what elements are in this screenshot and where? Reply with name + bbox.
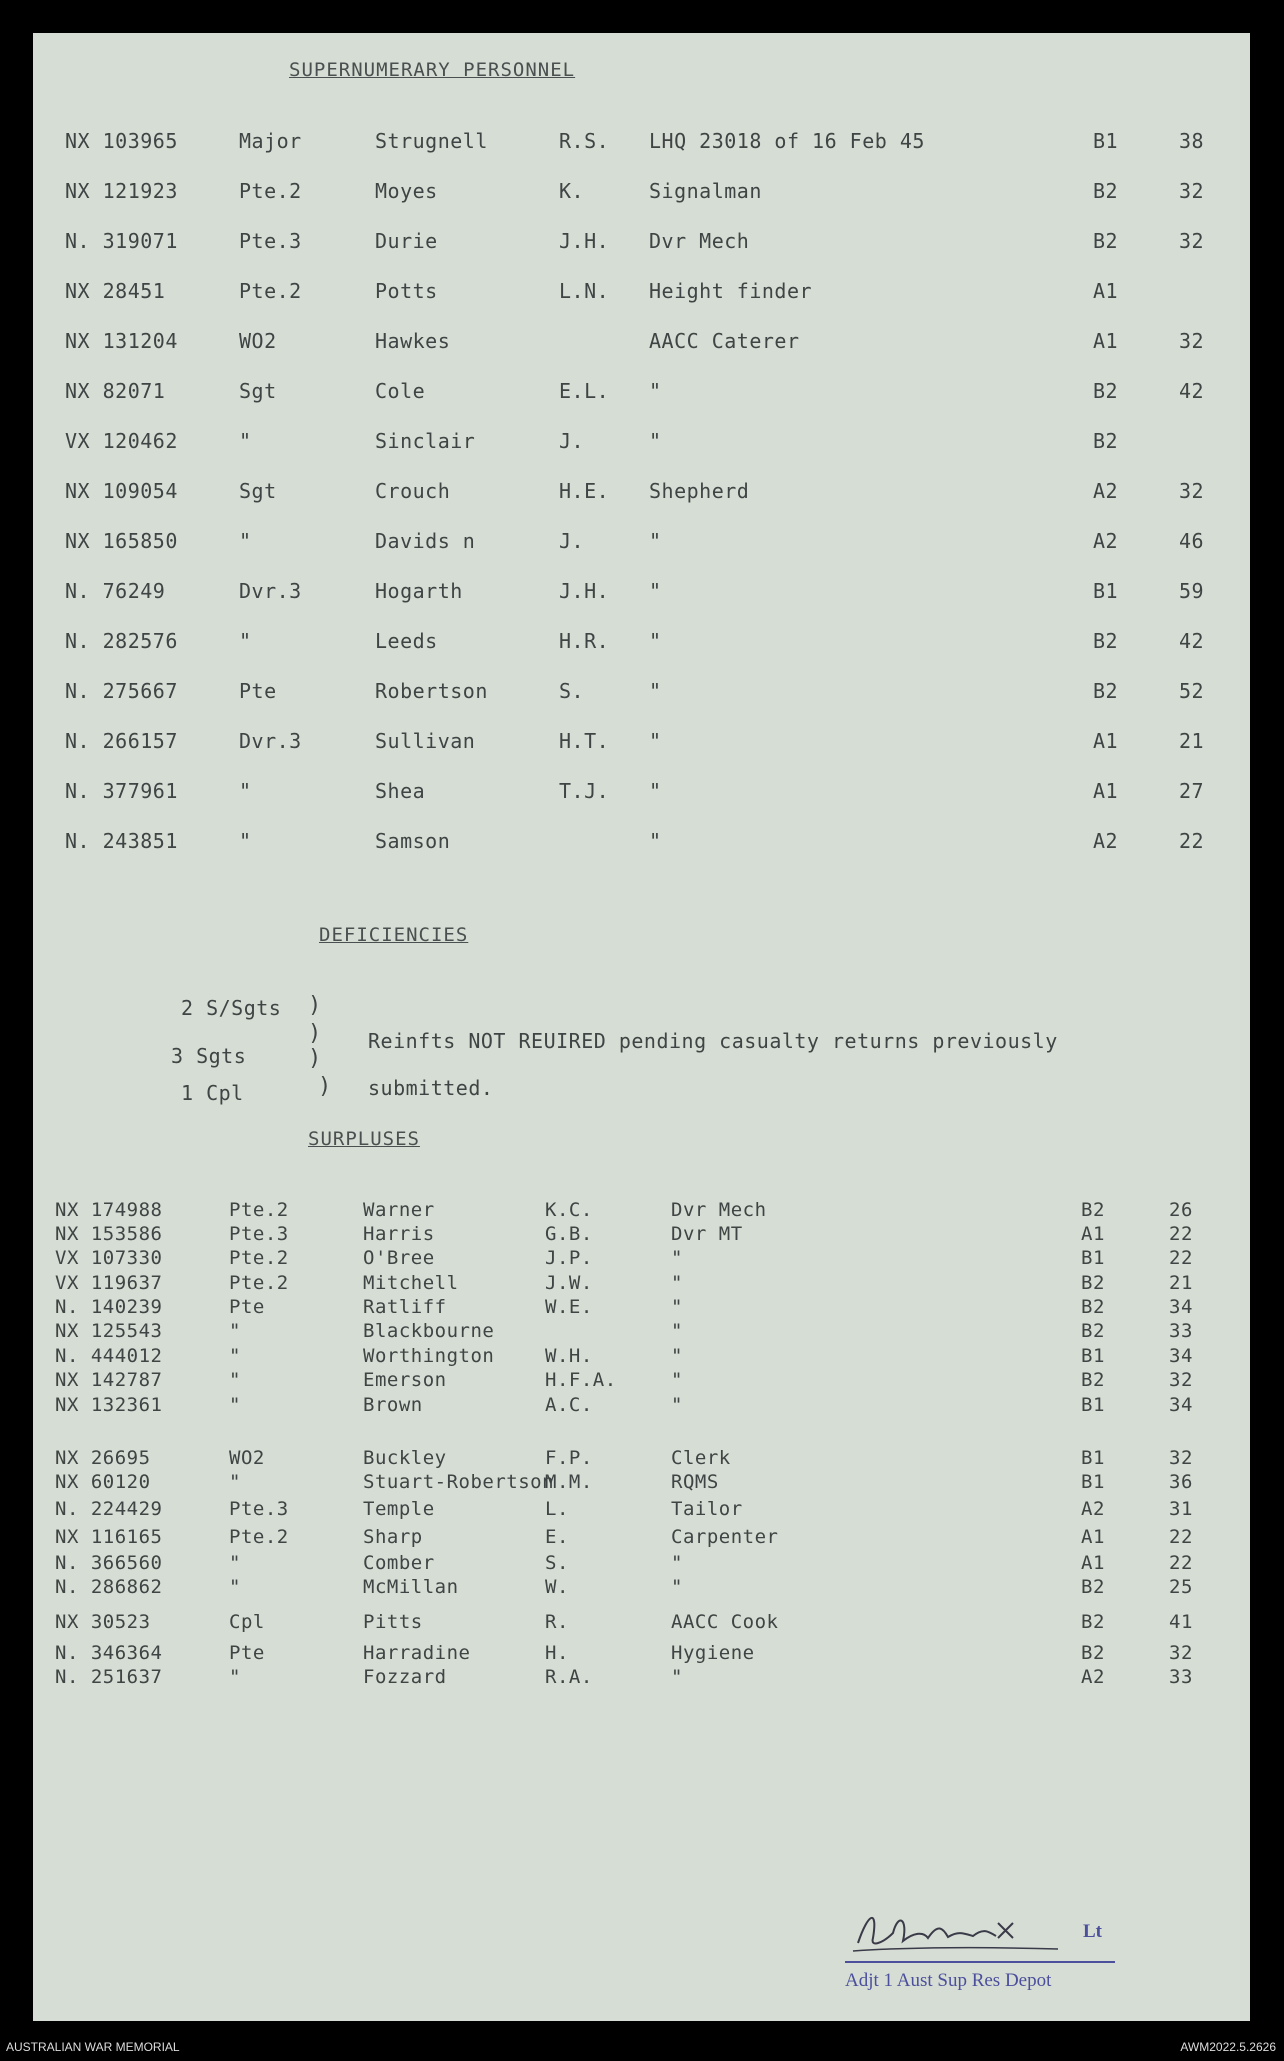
cell-init: J.	[559, 529, 585, 553]
cell-init: L.	[545, 1498, 569, 1520]
cell-trade: "	[671, 1369, 683, 1391]
cell-name: Comber	[363, 1552, 435, 1574]
cell-name: Sharp	[363, 1526, 423, 1548]
cell-cls: B2	[1093, 629, 1119, 653]
cell-no: NX 28451	[65, 279, 166, 303]
stamp-rule	[845, 1961, 1115, 1963]
cell-trade: "	[671, 1552, 683, 1574]
cell-name: Ratliff	[363, 1296, 447, 1318]
cell-trade: LHQ 23018 of 16 Feb 45	[649, 129, 925, 153]
cell-rank: Cpl	[229, 1611, 265, 1633]
deficiencies-heading: DEFICIENCIES	[319, 924, 469, 946]
cell-trade: AACC Cook	[671, 1611, 779, 1633]
cell-rank: Pte.2	[239, 279, 302, 303]
brace-mark: )	[318, 1074, 332, 1099]
cell-rank: Pte.3	[239, 229, 302, 253]
cell-cls: A2	[1081, 1666, 1105, 1688]
cell-cls: B2	[1081, 1296, 1105, 1318]
cell-cls: B2	[1081, 1272, 1105, 1294]
cell-trade: "	[649, 379, 662, 403]
cell-age: 41	[1169, 1611, 1193, 1633]
cell-age: 33	[1169, 1666, 1193, 1688]
surpluses-heading: SURPLUSES	[308, 1128, 420, 1150]
cell-cls: B2	[1093, 679, 1119, 703]
cell-rank: "	[239, 429, 252, 453]
cell-name: Crouch	[375, 479, 451, 503]
cell-init: K.C.	[545, 1199, 593, 1221]
cell-rank: Pte	[239, 679, 277, 703]
cell-rank: "	[229, 1369, 241, 1391]
cell-init: E.	[545, 1526, 569, 1548]
cell-name: Sullivan	[375, 729, 476, 753]
cell-cls: A2	[1081, 1498, 1105, 1520]
cell-age: 32	[1179, 479, 1205, 503]
cell-init: K.	[559, 179, 585, 203]
cell-no: NX 26695	[55, 1447, 151, 1469]
cell-init: R.A.	[545, 1666, 593, 1688]
cell-name: Warner	[363, 1199, 435, 1221]
cell-cls: B1	[1081, 1447, 1105, 1469]
cell-trade: "	[649, 679, 662, 703]
cell-name: Buckley	[363, 1447, 447, 1469]
cell-name: O'Bree	[363, 1247, 435, 1269]
cell-rank: "	[229, 1345, 241, 1367]
cell-trade: Hygiene	[671, 1642, 755, 1664]
cell-trade: Carpenter	[671, 1526, 779, 1548]
cell-age: 46	[1179, 529, 1205, 553]
cell-age: 52	[1179, 679, 1205, 703]
cell-age: 21	[1169, 1272, 1193, 1294]
cell-age: 38	[1179, 129, 1205, 153]
cell-name: Hogarth	[375, 579, 463, 603]
cell-name: Samson	[375, 829, 451, 853]
cell-init: W.	[545, 1576, 569, 1598]
cell-init: S.	[545, 1552, 569, 1574]
cell-cls: A1	[1093, 279, 1119, 303]
cell-name: Robertson	[375, 679, 488, 703]
cell-init: R.S.	[559, 129, 610, 153]
deficiency-item: 3 Sgts	[171, 1044, 247, 1068]
handwritten-signature	[848, 1903, 1068, 1963]
cell-trade: RQMS	[671, 1471, 719, 1493]
cell-trade: Height finder	[649, 279, 813, 303]
cell-age: 33	[1169, 1320, 1193, 1342]
cell-name: Shea	[375, 779, 426, 803]
cell-name: Davids n	[375, 529, 476, 553]
cell-no: NX 82071	[65, 379, 166, 403]
cell-name: Leeds	[375, 629, 438, 653]
cell-age: 32	[1169, 1447, 1193, 1469]
cell-rank: Pte.2	[229, 1526, 289, 1548]
cell-no: NX 165850	[65, 529, 178, 553]
cell-age: 32	[1169, 1369, 1193, 1391]
cell-name: Cole	[375, 379, 426, 403]
cell-no: N. 251637	[55, 1666, 163, 1688]
cell-rank: WO2	[239, 329, 277, 353]
cell-rank: "	[229, 1320, 241, 1342]
cell-age: 32	[1179, 329, 1205, 353]
cell-trade: "	[671, 1345, 683, 1367]
cell-init: A.C.	[545, 1394, 593, 1416]
cell-no: NX 103965	[65, 129, 178, 153]
cell-no: N. 366560	[55, 1552, 163, 1574]
cell-cls: B1	[1081, 1394, 1105, 1416]
cell-name: Brown	[363, 1394, 423, 1416]
cell-cls: A2	[1093, 529, 1119, 553]
cell-init: F.P.	[545, 1447, 593, 1469]
cell-no: NX 131204	[65, 329, 178, 353]
cell-name: McMillan	[363, 1576, 459, 1598]
cell-init: S.	[559, 679, 585, 703]
cell-trade: "	[671, 1666, 683, 1688]
cell-rank: Major	[239, 129, 302, 153]
cell-cls: B2	[1081, 1642, 1105, 1664]
cell-cls: B2	[1081, 1576, 1105, 1598]
cell-trade: "	[649, 429, 662, 453]
cell-init: J.W.	[545, 1272, 593, 1294]
cell-trade: Dvr MT	[671, 1223, 743, 1245]
cell-no: N. 444012	[55, 1345, 163, 1367]
cell-age: 31	[1169, 1498, 1193, 1520]
cell-age: 36	[1169, 1471, 1193, 1493]
cell-name: Emerson	[363, 1369, 447, 1391]
cell-trade: "	[649, 579, 662, 603]
cell-init: H.T.	[559, 729, 610, 753]
cell-age: 34	[1169, 1394, 1193, 1416]
cell-age: 22	[1169, 1223, 1193, 1245]
cell-name: Temple	[363, 1498, 435, 1520]
cell-rank: Pte.2	[229, 1272, 289, 1294]
cell-name: Mitchell	[363, 1272, 459, 1294]
cell-trade: "	[671, 1320, 683, 1342]
cell-no: NX 121923	[65, 179, 178, 203]
deficiency-item: 1 Cpl	[181, 1081, 244, 1105]
cell-no: VX 107330	[55, 1247, 163, 1269]
cell-init: W.E.	[545, 1296, 593, 1318]
cell-cls: B2	[1093, 179, 1119, 203]
cell-name: Hawkes	[375, 329, 451, 353]
cell-trade: "	[671, 1272, 683, 1294]
cell-age: 21	[1179, 729, 1205, 753]
cell-cls: A1	[1093, 729, 1119, 753]
cell-init: H.F.A.	[545, 1369, 617, 1391]
cell-no: NX 132361	[55, 1394, 163, 1416]
cell-trade: Signalman	[649, 179, 762, 203]
cell-cls: A1	[1081, 1223, 1105, 1245]
cell-no: VX 119637	[55, 1272, 163, 1294]
cell-trade: "	[671, 1296, 683, 1318]
cell-no: NX 60120	[55, 1471, 151, 1493]
cell-no: N. 346364	[55, 1642, 163, 1664]
brace-mark: )	[308, 993, 322, 1018]
cell-rank: Pte.3	[229, 1498, 289, 1520]
cell-no: N. 275667	[65, 679, 178, 703]
cell-init: J.H.	[559, 229, 610, 253]
cell-init: W.H.	[545, 1345, 593, 1367]
cell-age: 25	[1169, 1576, 1193, 1598]
cell-cls: B1	[1081, 1247, 1105, 1269]
cell-age: 22	[1169, 1247, 1193, 1269]
cell-name: Pitts	[363, 1611, 423, 1633]
cell-age: 42	[1179, 379, 1205, 403]
cell-age: 34	[1169, 1345, 1193, 1367]
cell-age: 22	[1179, 829, 1205, 853]
cell-init: T.J.	[559, 779, 610, 803]
cell-rank: Pte.3	[229, 1223, 289, 1245]
cell-rank: Dvr.3	[239, 729, 302, 753]
supernumerary-heading: SUPERNUMERARY PERSONNEL	[289, 59, 576, 81]
cell-no: NX 30523	[55, 1611, 151, 1633]
cell-trade: AACC Caterer	[649, 329, 800, 353]
cell-trade: "	[671, 1394, 683, 1416]
brace-mark: )	[308, 1046, 322, 1071]
adjutant-stamp: Adjt 1 Aust Sup Res Depot	[845, 1970, 1052, 1991]
cell-no: NX 125543	[55, 1320, 163, 1342]
cell-cls: B1	[1093, 129, 1119, 153]
cell-cls: A1	[1093, 329, 1119, 353]
cell-no: N. 282576	[65, 629, 178, 653]
cell-rank: Pte.2	[229, 1247, 289, 1269]
cell-init: L.N.	[559, 279, 610, 303]
cell-rank: "	[239, 629, 252, 653]
cell-age: 42	[1179, 629, 1205, 653]
cell-cls: A1	[1081, 1526, 1105, 1548]
cell-rank: Dvr.3	[239, 579, 302, 603]
cell-age: 32	[1179, 179, 1205, 203]
cell-cls: B1	[1081, 1345, 1105, 1367]
cell-trade: Shepherd	[649, 479, 750, 503]
cell-rank: "	[239, 829, 252, 853]
cell-cls: B1	[1081, 1471, 1105, 1493]
cell-rank: Pte	[229, 1642, 265, 1664]
cell-name: Harradine	[363, 1642, 471, 1664]
cell-age: 27	[1179, 779, 1205, 803]
footer-left: AUSTRALIAN WAR MEMORIAL	[6, 2040, 180, 2054]
cell-name: Sinclair	[375, 429, 476, 453]
cell-name: Stuart-Robertson	[363, 1471, 555, 1493]
cell-trade: "	[649, 729, 662, 753]
cell-init: H.R.	[559, 629, 610, 653]
document-page	[33, 33, 1250, 2021]
cell-rank: "	[239, 779, 252, 803]
cell-no: N. 76249	[65, 579, 166, 603]
footer-right: AWM2022.5.2626	[1180, 2040, 1276, 2054]
cell-name: Harris	[363, 1223, 435, 1245]
cell-trade: "	[649, 629, 662, 653]
brace-mark: )	[308, 1021, 322, 1046]
cell-init: H.	[545, 1642, 569, 1664]
cell-age: 26	[1169, 1199, 1193, 1221]
cell-no: NX 142787	[55, 1369, 163, 1391]
cell-no: N. 377961	[65, 779, 178, 803]
cell-cls: A1	[1093, 779, 1119, 803]
cell-rank: "	[229, 1576, 241, 1598]
cell-rank: "	[239, 529, 252, 553]
stamp-rank-mark: Lt	[1083, 1921, 1102, 1942]
cell-init: J.	[559, 429, 585, 453]
deficiency-note: Reinfts NOT REUIRED pending casualty returns previously	[368, 1029, 1058, 1053]
cell-rank: "	[229, 1471, 241, 1493]
cell-cls: B2	[1081, 1199, 1105, 1221]
cell-no: NX 116165	[55, 1526, 163, 1548]
cell-cls: A1	[1081, 1552, 1105, 1574]
cell-trade: Tailor	[671, 1498, 743, 1520]
cell-trade: Dvr Mech	[671, 1199, 767, 1221]
cell-age: 32	[1169, 1642, 1193, 1664]
cell-no: N. 266157	[65, 729, 178, 753]
cell-trade: Clerk	[671, 1447, 731, 1469]
cell-cls: A2	[1093, 479, 1119, 503]
cell-trade: "	[649, 779, 662, 803]
cell-rank: "	[229, 1394, 241, 1416]
cell-rank: Sgt	[239, 379, 277, 403]
cell-age: 22	[1169, 1526, 1193, 1548]
deficiency-item: 2 S/Sgts	[181, 996, 282, 1020]
cell-no: N. 286862	[55, 1576, 163, 1598]
cell-init: G.B.	[545, 1223, 593, 1245]
cell-init: H.E.	[559, 479, 610, 503]
cell-cls: B2	[1093, 229, 1119, 253]
cell-name: Moyes	[375, 179, 438, 203]
cell-cls: B2	[1081, 1611, 1105, 1633]
cell-init: J.P.	[545, 1247, 593, 1269]
cell-name: Potts	[375, 279, 438, 303]
cell-cls: B2	[1093, 379, 1119, 403]
cell-no: VX 120462	[65, 429, 178, 453]
cell-init: R.	[545, 1611, 569, 1633]
cell-age: 22	[1169, 1552, 1193, 1574]
cell-rank: Sgt	[239, 479, 277, 503]
cell-age: 32	[1179, 229, 1205, 253]
cell-rank: "	[229, 1666, 241, 1688]
cell-rank: Pte	[229, 1296, 265, 1318]
cell-cls: B2	[1081, 1320, 1105, 1342]
cell-trade: Dvr Mech	[649, 229, 750, 253]
cell-init: M.M.	[545, 1471, 593, 1493]
cell-rank: WO2	[229, 1447, 265, 1469]
cell-name: Worthington	[363, 1345, 495, 1367]
cell-cls: A2	[1093, 829, 1119, 853]
cell-no: NX 174988	[55, 1199, 163, 1221]
cell-no: N. 243851	[65, 829, 178, 853]
cell-no: NX 109054	[65, 479, 178, 503]
cell-rank: Pte.2	[239, 179, 302, 203]
cell-no: NX 153586	[55, 1223, 163, 1245]
cell-rank: Pte.2	[229, 1199, 289, 1221]
cell-age: 59	[1179, 579, 1205, 603]
cell-no: N. 140239	[55, 1296, 163, 1318]
cell-init: E.L.	[559, 379, 610, 403]
cell-name: Durie	[375, 229, 438, 253]
cell-trade: "	[671, 1247, 683, 1269]
cell-cls: B1	[1093, 579, 1119, 603]
cell-name: Fozzard	[363, 1666, 447, 1688]
cell-name: Blackbourne	[363, 1320, 495, 1342]
cell-init: J.H.	[559, 579, 610, 603]
cell-trade: "	[671, 1576, 683, 1598]
cell-no: N. 224429	[55, 1498, 163, 1520]
cell-cls: B2	[1081, 1369, 1105, 1391]
cell-age: 34	[1169, 1296, 1193, 1318]
cell-trade: "	[649, 829, 662, 853]
cell-trade: "	[649, 529, 662, 553]
cell-cls: B2	[1093, 429, 1119, 453]
cell-name: Strugnell	[375, 129, 488, 153]
deficiency-note: submitted.	[368, 1076, 494, 1100]
cell-rank: "	[229, 1552, 241, 1574]
cell-no: N. 319071	[65, 229, 178, 253]
